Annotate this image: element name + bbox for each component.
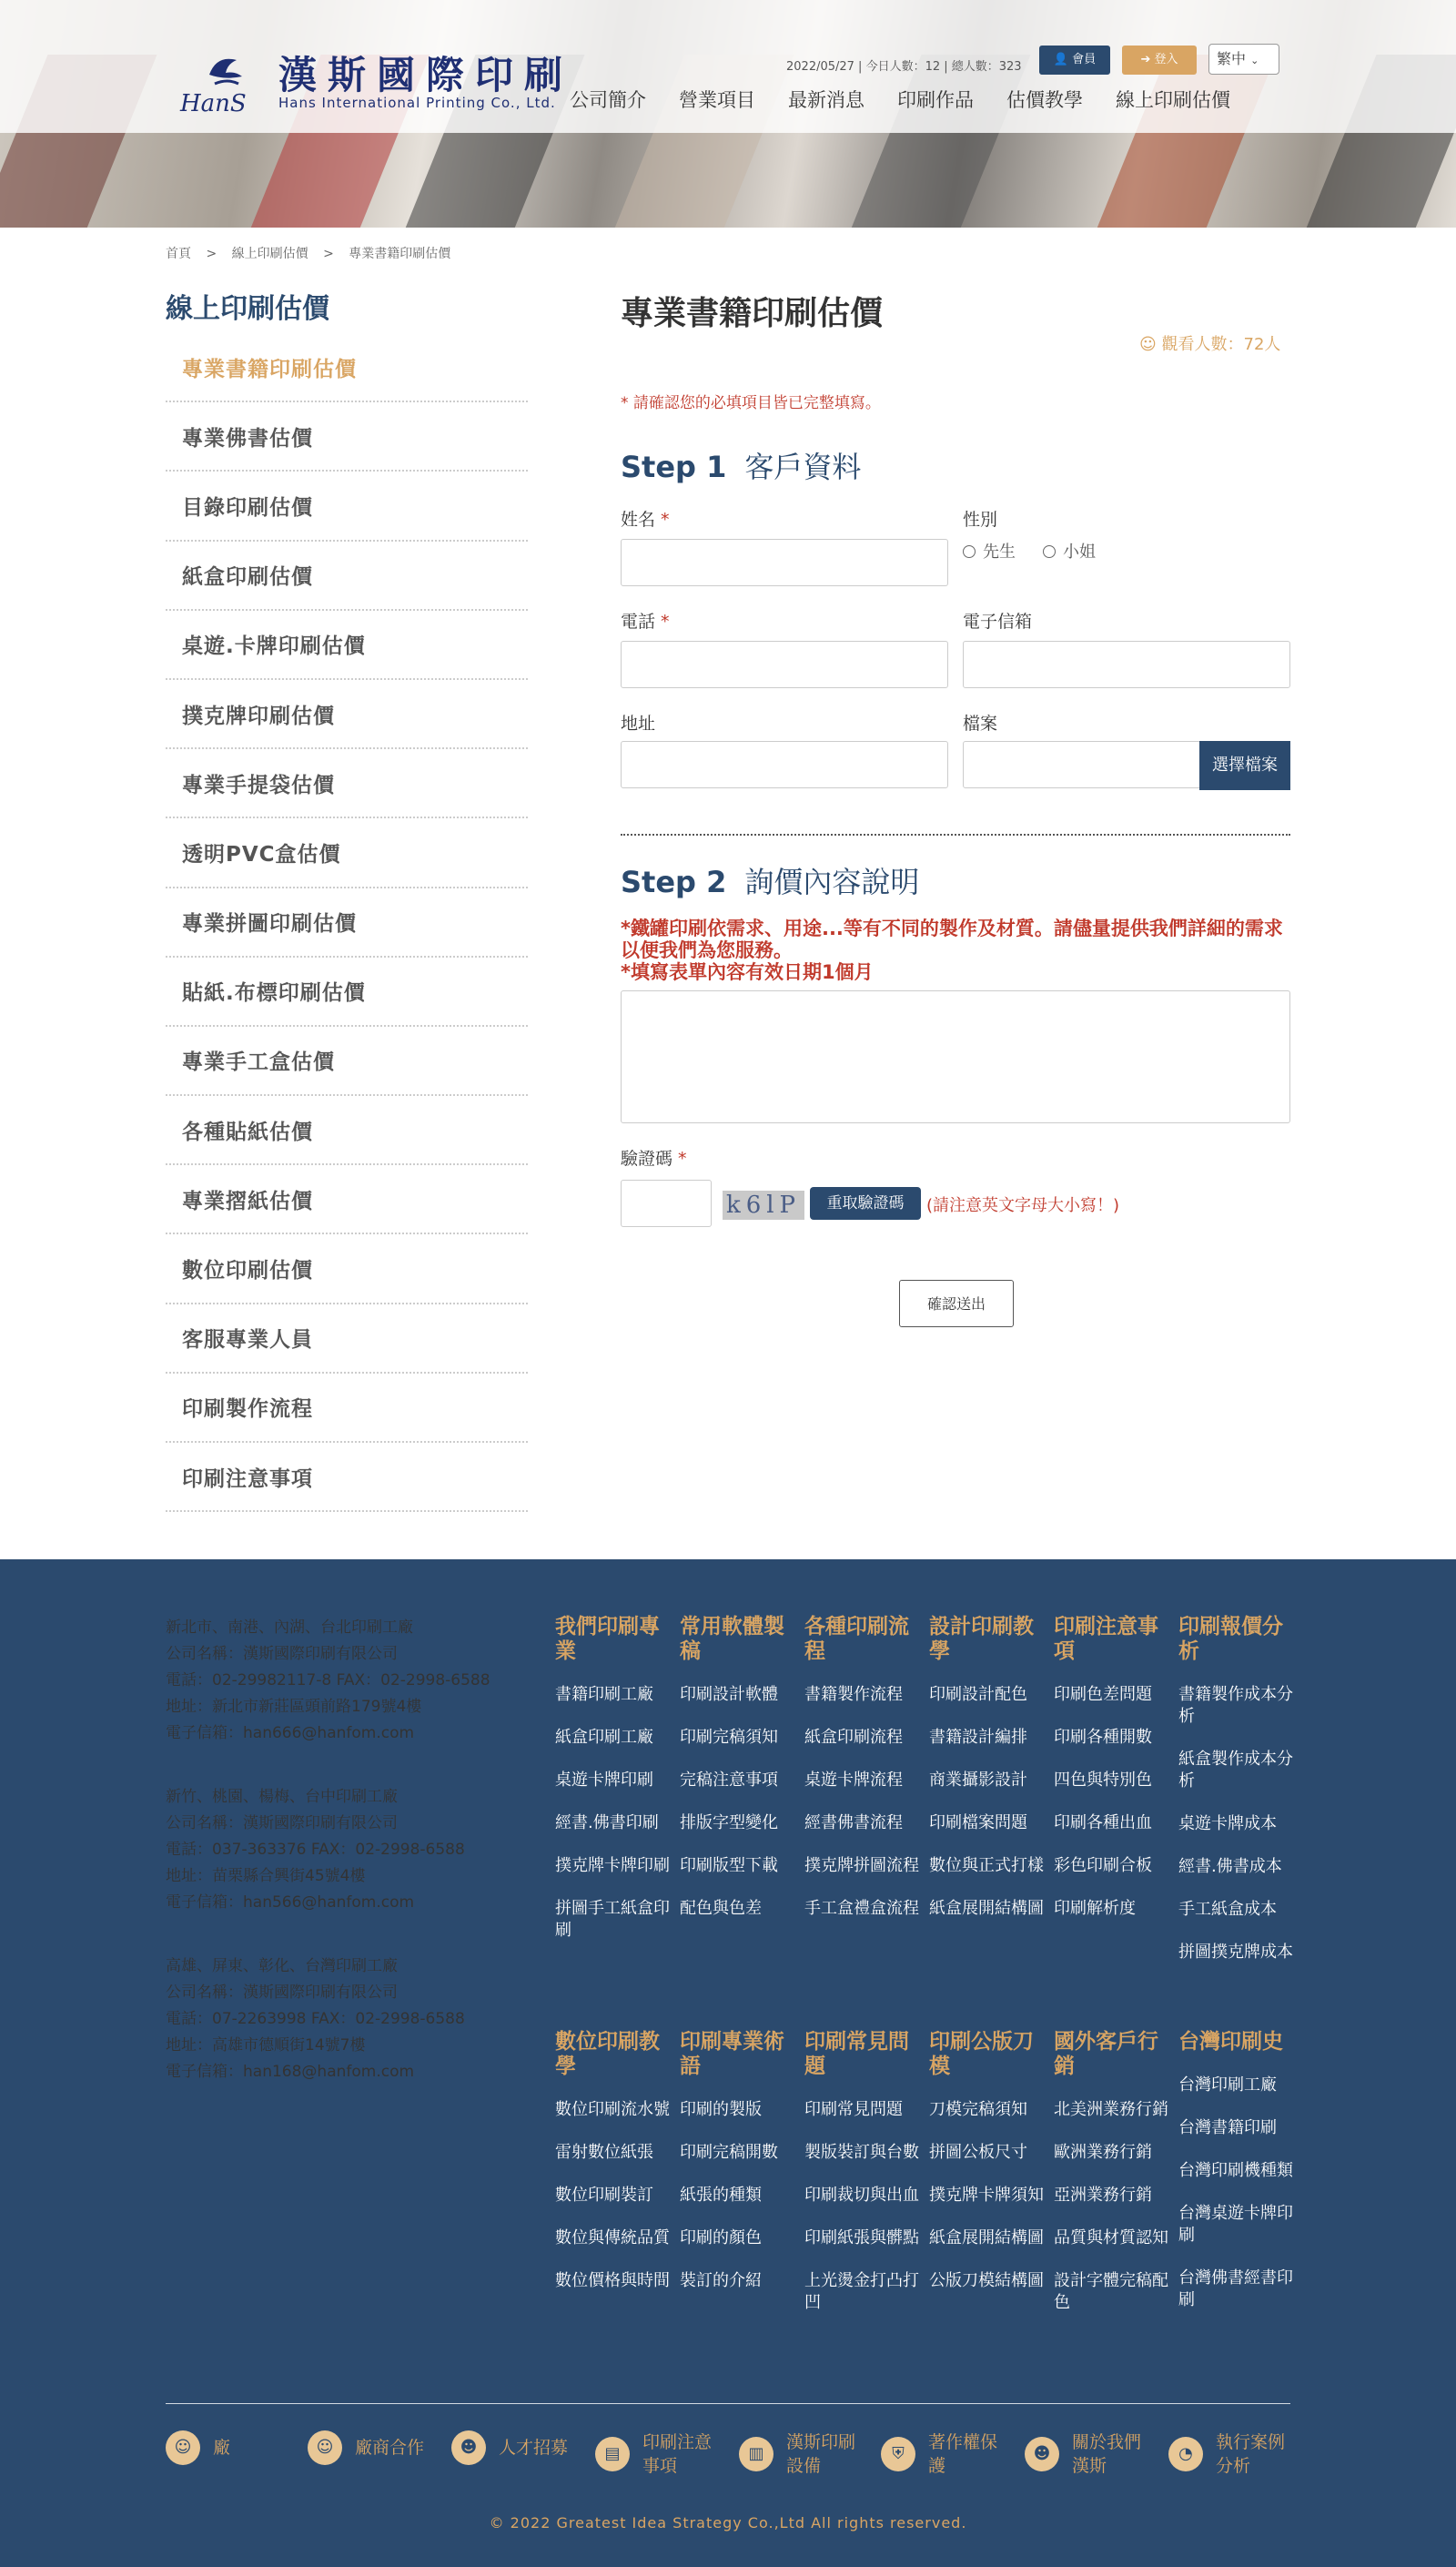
address-line: 電話：037-363376 FAX：02-2998-6588 xyxy=(166,1841,465,1859)
reload-captcha-button[interactable]: 重取驗證碼 xyxy=(810,1187,921,1220)
footer-link[interactable]: 紙張的種類 xyxy=(680,2186,762,2205)
gender-female-label: 小姐 xyxy=(1063,543,1096,562)
footer-link[interactable]: 商業攝影設計 xyxy=(929,1771,1027,1790)
footer-link[interactable]: 彩色印刷合板 xyxy=(1054,1856,1152,1875)
step2-heading xyxy=(621,859,919,901)
radio-circle-icon xyxy=(1043,545,1056,558)
footer-link[interactable]: 紙盒展開結構圖 xyxy=(929,2228,1044,2247)
footer-link[interactable]: 四色與特別色 xyxy=(1054,1771,1152,1790)
step2-number: Step 2 xyxy=(621,865,727,899)
footer-bottom-label: 印刷注意事項 xyxy=(642,2432,713,2476)
footer-link[interactable]: 台灣書籍印刷 xyxy=(1178,2118,1277,2137)
sidebar-title: 線上印刷估價 xyxy=(166,293,329,325)
required-note: * 請確認您的必填項目皆已完整填寫。 xyxy=(621,394,881,412)
footer-link[interactable]: 經書佛書流程 xyxy=(804,1813,903,1832)
address-line: 公司名稱：漢斯國際印刷有限公司 xyxy=(166,1645,398,1663)
address-line: 電話：02-29982117-8 FAX：02-2998-6588 xyxy=(166,1671,490,1689)
address-line: 公司名稱：漢斯國際印刷有限公司 xyxy=(166,1814,398,1832)
sidebar-item-catalog[interactable]: 目錄印刷估價 xyxy=(166,472,528,541)
address-line: 地址：新北市新莊區頭前路179號4樓 xyxy=(166,1698,422,1716)
step2-title: 詢價內容說明 xyxy=(744,865,920,899)
footer-bottom-label: 人才招募 xyxy=(499,2438,569,2458)
footer-link-about[interactable] xyxy=(1025,2430,1148,2478)
footer-link[interactable]: 書籍製作流程 xyxy=(804,1685,903,1704)
sidebar-item-handbag[interactable]: 專業手提袋估價 xyxy=(166,749,528,818)
breadcrumb-home[interactable]: 首頁 xyxy=(166,247,191,261)
footer-link[interactable]: 桌遊卡牌流程 xyxy=(804,1771,903,1790)
people-icon: ☻ xyxy=(451,2430,486,2465)
address-line: 高雄、屏東、彰化、台灣印刷工廠 xyxy=(166,1957,398,1975)
footer-link-factory[interactable] xyxy=(166,2430,253,2465)
step1-number: Step 1 xyxy=(621,450,727,484)
footer-col-overseas xyxy=(1054,2030,1168,2335)
footer-col-title: 印刷注意事項 xyxy=(1054,1615,1158,1663)
footer-link[interactable]: 印刷紙張與髒點 xyxy=(804,2228,919,2247)
sidebar-item-stickers[interactable]: 各種貼紙估價 xyxy=(166,1096,528,1165)
nav-item-services[interactable]: 營業項目 xyxy=(679,89,755,111)
inquiry-textarea[interactable] xyxy=(621,990,1290,1123)
login-label: 登入 xyxy=(1154,53,1178,66)
footer-link[interactable]: 亞洲業務行銷 xyxy=(1054,2186,1152,2205)
footer-link[interactable]: 台灣印刷工廠 xyxy=(1178,2075,1277,2095)
sidebar-item-book-quote[interactable]: 專業書籍印刷估價 xyxy=(166,333,528,402)
language-select[interactable] xyxy=(1208,44,1279,75)
footer-link[interactable]: 印刷設計軟體 xyxy=(680,1685,778,1704)
footer-link[interactable]: 撲克牌拼圖流程 xyxy=(804,1856,919,1875)
footer-col-expertise xyxy=(555,1615,670,1963)
nav-item-online-quote[interactable]: 線上印刷估價 xyxy=(1116,89,1230,111)
footer-link[interactable]: 印刷常見問題 xyxy=(804,2100,903,2119)
footer-link[interactable]: 印刷檔案問題 xyxy=(929,1813,1027,1832)
captcha-image: k6lP xyxy=(723,1191,804,1220)
top-bar xyxy=(0,0,1456,133)
file-input[interactable] xyxy=(963,741,1201,788)
gender-label: 性別 xyxy=(963,510,998,530)
footer-link[interactable]: 裝訂的介紹 xyxy=(680,2271,762,2290)
footer-link[interactable]: 雷射數位紙張 xyxy=(555,2143,653,2162)
footer-link[interactable]: 印刷完稿須知 xyxy=(680,1728,778,1747)
footer-link-cases[interactable] xyxy=(1168,2430,1292,2478)
footer-col-title: 各種印刷流程 xyxy=(804,1615,909,1663)
radio-circle-icon xyxy=(963,545,976,558)
footer-col-terms xyxy=(680,2030,794,2313)
footer-bottom-label: 著作權保護 xyxy=(928,2432,998,2476)
footer-link[interactable]: 印刷版型下載 xyxy=(680,1856,778,1875)
arrow-right-icon: ➔ xyxy=(1140,53,1151,66)
footer-col-title: 印刷公版刀模 xyxy=(929,2030,1034,2078)
member-label: 會員 xyxy=(1072,53,1097,66)
footer-divider xyxy=(166,2403,1290,2404)
footer-link[interactable]: 刀模完稿須知 xyxy=(929,2100,1027,2119)
footer-col-pricing xyxy=(1178,1615,1293,1984)
phone-label xyxy=(621,608,670,633)
footer-link[interactable]: 製版裝訂與台數 xyxy=(804,2143,919,2162)
footer-link[interactable]: 數位與傳統品質 xyxy=(555,2228,670,2247)
footer-link[interactable]: 印刷的顏色 xyxy=(680,2228,762,2247)
footer-link-equipment[interactable] xyxy=(739,2430,863,2478)
address-label: 地址 xyxy=(621,714,656,734)
footer-link-copyright[interactable] xyxy=(881,2430,1005,2478)
chevron-down-icon: ⌄ xyxy=(1250,55,1259,66)
footer-link[interactable]: 印刷各種開數 xyxy=(1054,1728,1152,1747)
footer-col-title: 台灣印刷史 xyxy=(1178,2030,1283,2054)
required-star: * xyxy=(678,1149,687,1169)
address-email[interactable]: 電子信箱：han168@hanfom.com xyxy=(166,2063,415,2081)
address-line: 地址：高雄市德順街14號7樓 xyxy=(166,2036,366,2055)
breadcrumb xyxy=(166,244,461,262)
footer-link[interactable]: 紙盒印刷工廠 xyxy=(555,1728,653,1747)
printer-icon: ▥ xyxy=(739,2437,774,2471)
sidebar-item-board-game[interactable]: 桌遊.卡牌印刷估價 xyxy=(166,611,528,680)
sidebar-item-support[interactable]: 客服專業人員 xyxy=(166,1304,528,1374)
file-label: 檔案 xyxy=(963,714,998,734)
address-line: 電話：07-2263998 FAX：02-2998-6588 xyxy=(166,2010,465,2028)
choose-file-button[interactable]: 選擇檔案 xyxy=(1199,741,1290,790)
footer-link[interactable]: 印刷的製版 xyxy=(680,2100,762,2119)
breadcrumb-online-quote[interactable]: 線上印刷估價 xyxy=(231,247,308,261)
footer-col-title: 印刷常見問題 xyxy=(804,2030,909,2078)
footer-link[interactable]: 配色與色差 xyxy=(680,1899,762,1918)
footer-link[interactable]: 印刷各種出血 xyxy=(1054,1813,1152,1832)
footer-link[interactable]: 拼圖撲克牌成本 xyxy=(1178,1943,1293,1962)
footer-link[interactable]: 印刷設計配色 xyxy=(929,1685,1027,1704)
footer-link[interactable]: 書籍製作成本分析 xyxy=(1178,1685,1293,1726)
sidebar-item-paper-box[interactable]: 紙盒印刷估價 xyxy=(166,542,528,611)
page-title: 專業書籍印刷估價 xyxy=(621,295,884,332)
gender-female-radio[interactable] xyxy=(1043,539,1096,563)
footer-link[interactable]: 設計字體完稿配色 xyxy=(1054,2271,1168,2312)
footer-link[interactable]: 公版刀模結構圖 xyxy=(929,2271,1044,2290)
language-label: 繁中 xyxy=(1217,50,1247,67)
nav-item-about[interactable]: 公司簡介 xyxy=(570,89,646,111)
footer-address-central xyxy=(166,1784,465,1916)
phone-label-text: 電話 xyxy=(621,612,656,632)
breadcrumb-separator: > xyxy=(206,247,217,261)
footer-col-dieline xyxy=(929,2030,1044,2313)
footer-link[interactable]: 手工紙盒成本 xyxy=(1178,1900,1277,1919)
user-icon: 👤 xyxy=(1053,53,1069,66)
visitor-stats: 2022/05/27 | 今日人數：12 | 總人數：323 xyxy=(786,60,1022,74)
document-icon: ▤ xyxy=(595,2437,630,2471)
step1-title: 客戶資料 xyxy=(744,450,862,484)
chart-icon: ◔ xyxy=(1168,2437,1203,2471)
person-icon: ☻ xyxy=(1025,2437,1059,2471)
section-divider xyxy=(621,834,1290,836)
sidebar-item-pvc-box[interactable]: 透明PVC盒估價 xyxy=(166,818,528,888)
footer-bottom-label: 執行案例分析 xyxy=(1216,2432,1286,2476)
footer-link[interactable]: 書籍印刷工廠 xyxy=(555,1685,653,1704)
footer-col-title: 國外客戶行銷 xyxy=(1054,2030,1158,2078)
footer-col-title: 我們印刷專業 xyxy=(555,1615,660,1663)
footer-link[interactable]: 桌遊卡牌成本 xyxy=(1178,1814,1277,1833)
phone-input[interactable] xyxy=(621,641,948,688)
footer-link[interactable]: 數位印刷流水號 xyxy=(555,2100,670,2119)
gender-male-label: 先生 xyxy=(983,543,1016,562)
footer-col-process xyxy=(804,1615,919,1941)
footer-link[interactable]: 數位價格與時間 xyxy=(555,2271,670,2290)
captcha-label-text: 驗證碼 xyxy=(621,1149,673,1169)
sidebar-item-buddhist-book[interactable]: 專業佛書估價 xyxy=(166,402,528,472)
footer-col-title: 設計印刷教學 xyxy=(929,1615,1034,1663)
footer-col-title: 常用軟體製稿 xyxy=(680,1615,784,1663)
footer-link[interactable]: 完稿注意事項 xyxy=(680,1771,778,1790)
email-input[interactable] xyxy=(963,641,1290,688)
breadcrumb-current: 專業書籍印刷估價 xyxy=(349,247,451,261)
gender-male-radio[interactable] xyxy=(963,539,1016,563)
footer-link[interactable]: 經書.佛書成本 xyxy=(1178,1857,1282,1876)
handshake-icon: ☺ xyxy=(308,2430,342,2465)
sidebar-item-handmade-box[interactable]: 專業手工盒估價 xyxy=(166,1027,528,1096)
logo-english-name[interactable]: Hans International Printing Co., Ltd. xyxy=(278,95,556,111)
footer-link-print-notes[interactable] xyxy=(595,2430,719,2478)
footer-bottom-label: 關於我們漢斯 xyxy=(1072,2432,1142,2476)
address-line: 新竹、桃園、楊梅、台中印刷工廠 xyxy=(166,1788,398,1806)
footer-col-history xyxy=(1178,2030,1293,2332)
footer-link[interactable]: 台灣印刷機種類 xyxy=(1178,2161,1293,2180)
footer-link[interactable]: 桌遊卡牌印刷 xyxy=(555,1771,653,1790)
footer-address-north xyxy=(166,1615,490,1747)
footer-link[interactable]: 經書.佛書印刷 xyxy=(555,1813,659,1832)
sidebar-item-sticker-label[interactable]: 貼紙.布標印刷估價 xyxy=(166,958,528,1027)
nav-item-news[interactable]: 最新消息 xyxy=(788,89,864,111)
login-button[interactable] xyxy=(1122,46,1197,75)
footer-address-south xyxy=(166,1953,465,2085)
footer-link[interactable]: 歐洲業務行銷 xyxy=(1054,2143,1152,2162)
logo-icon[interactable] xyxy=(178,47,255,117)
nav-item-quote-guide[interactable]: 估價教學 xyxy=(1006,89,1083,111)
sidebar-item-digital[interactable]: 數位印刷估價 xyxy=(166,1234,528,1304)
copyright: © 2022 Greatest Idea Strategy Co.,Ltd All rights reserved. xyxy=(489,2514,967,2531)
footer-link[interactable]: 拼圖手工紙盒印刷 xyxy=(555,1899,670,1940)
footer-col-title: 印刷專業術語 xyxy=(680,2030,784,2078)
footer-link[interactable]: 撲克牌卡牌須知 xyxy=(929,2186,1044,2205)
sidebar-item-puzzle[interactable]: 專業拼圖印刷估價 xyxy=(166,888,528,958)
footer-link[interactable]: 印刷解析度 xyxy=(1054,1899,1136,1918)
logo-chinese-name[interactable]: 漢斯國際印刷 xyxy=(278,53,574,97)
footer-link[interactable]: 台灣佛書經書印刷 xyxy=(1178,2268,1293,2309)
footer-link[interactable]: 品質與材質認知 xyxy=(1054,2228,1168,2247)
captcha-hint: (請注意英文字母大小寫！) xyxy=(926,1196,1120,1215)
view-count-text: 觀看人數：72人 xyxy=(1161,335,1281,354)
footer-link[interactable]: 印刷完稿開數 xyxy=(680,2143,778,2162)
address-input[interactable] xyxy=(621,741,948,788)
sidebar-item-notes[interactable]: 印刷注意事項 xyxy=(166,1443,528,1512)
footer-link[interactable]: 台灣桌遊卡牌印刷 xyxy=(1178,2204,1293,2245)
sidebar-item-folding[interactable]: 專業摺紙估價 xyxy=(166,1165,528,1234)
address-line: 公司名稱：漢斯國際印刷有限公司 xyxy=(166,1984,398,2002)
smile-icon: ☺ xyxy=(1139,335,1157,354)
address-email[interactable]: 電子信箱：han666@hanfom.com xyxy=(166,1724,415,1742)
sidebar-item-poker[interactable]: 撲克牌印刷估價 xyxy=(166,680,528,749)
view-count xyxy=(1139,331,1280,355)
footer-link[interactable]: 數位與正式打樣 xyxy=(929,1856,1044,1875)
footer-link[interactable]: 北美洲業務行銷 xyxy=(1054,2100,1168,2119)
step2-note-line1: *鐵罐印刷依需求、用途...等有不同的製作及材質。請儘量提供我們詳細的需求以便我們為您服務。 xyxy=(621,918,1283,961)
footer-link[interactable]: 上光燙金打凸打凹 xyxy=(804,2271,919,2312)
footer-link[interactable]: 印刷裁切與出血 xyxy=(804,2186,919,2205)
footer-col-title: 印刷報價分析 xyxy=(1178,1615,1283,1663)
captcha-label xyxy=(621,1145,687,1170)
step2-note xyxy=(621,918,1290,983)
footer-col-title: 數位印刷教學 xyxy=(555,2030,660,2078)
submit-button[interactable]: 確認送出 xyxy=(899,1280,1014,1327)
footer-link[interactable]: 紙盒印刷流程 xyxy=(804,1728,903,1747)
nav-item-works[interactable]: 印刷作品 xyxy=(897,89,974,111)
captcha-input[interactable] xyxy=(621,1180,712,1227)
factory-icon: ☺ xyxy=(166,2430,200,2465)
sidebar-menu xyxy=(166,333,528,1512)
footer-link[interactable]: 手工盒禮盒流程 xyxy=(804,1899,919,1918)
footer-link[interactable]: 紙盒製作成本分析 xyxy=(1178,1750,1293,1791)
footer-link[interactable]: 拼圖公板尺寸 xyxy=(929,2143,1027,2162)
step2-note-line2: *填寫表單內容有效日期1個月 xyxy=(621,961,874,983)
sidebar-item-process[interactable]: 印刷製作流程 xyxy=(166,1374,528,1443)
name-label-text: 姓名 xyxy=(621,510,656,530)
logo-script: HanS xyxy=(180,90,247,117)
footer-col-design xyxy=(929,1615,1044,1941)
footer-col-software xyxy=(680,1615,794,1941)
breadcrumb-separator: > xyxy=(323,247,334,261)
footer-link-careers[interactable] xyxy=(451,2430,581,2465)
address-email[interactable]: 電子信箱：han566@hanfom.com xyxy=(166,1893,415,1912)
main-nav xyxy=(570,86,1230,113)
footer-col-digital xyxy=(555,2030,670,2313)
footer-link-partners[interactable] xyxy=(308,2430,437,2465)
footer-link[interactable]: 印刷色差問題 xyxy=(1054,1685,1152,1704)
footer-bottom-label: 廠 xyxy=(213,2438,231,2458)
footer-link[interactable]: 撲克牌卡牌印刷 xyxy=(555,1856,670,1875)
step1-heading xyxy=(621,444,861,486)
footer-bottom-label: 漢斯印刷設備 xyxy=(786,2432,856,2476)
address-line: 地址：苗栗縣合興街45號4樓 xyxy=(166,1867,366,1885)
required-star: * xyxy=(661,612,670,632)
footer-link[interactable]: 數位印刷裝訂 xyxy=(555,2186,653,2205)
email-label: 電子信箱 xyxy=(963,612,1033,632)
footer-link[interactable]: 排版字型變化 xyxy=(680,1813,778,1832)
name-label xyxy=(621,506,670,531)
name-input[interactable] xyxy=(621,539,948,586)
footer-link[interactable]: 紙盒展開結構圖 xyxy=(929,1899,1044,1918)
footer-link[interactable]: 書籍設計編排 xyxy=(929,1728,1027,1747)
shield-icon: ⛨ xyxy=(881,2437,915,2471)
address-line: 新北市、南港、內湖、台北印刷工廠 xyxy=(166,1618,413,1637)
footer-col-faq xyxy=(804,2030,919,2335)
footer-bottom-label: 廠商合作 xyxy=(355,2438,425,2458)
required-star: * xyxy=(661,510,670,530)
member-button[interactable] xyxy=(1039,46,1110,75)
footer-col-notes xyxy=(1054,1615,1168,1941)
